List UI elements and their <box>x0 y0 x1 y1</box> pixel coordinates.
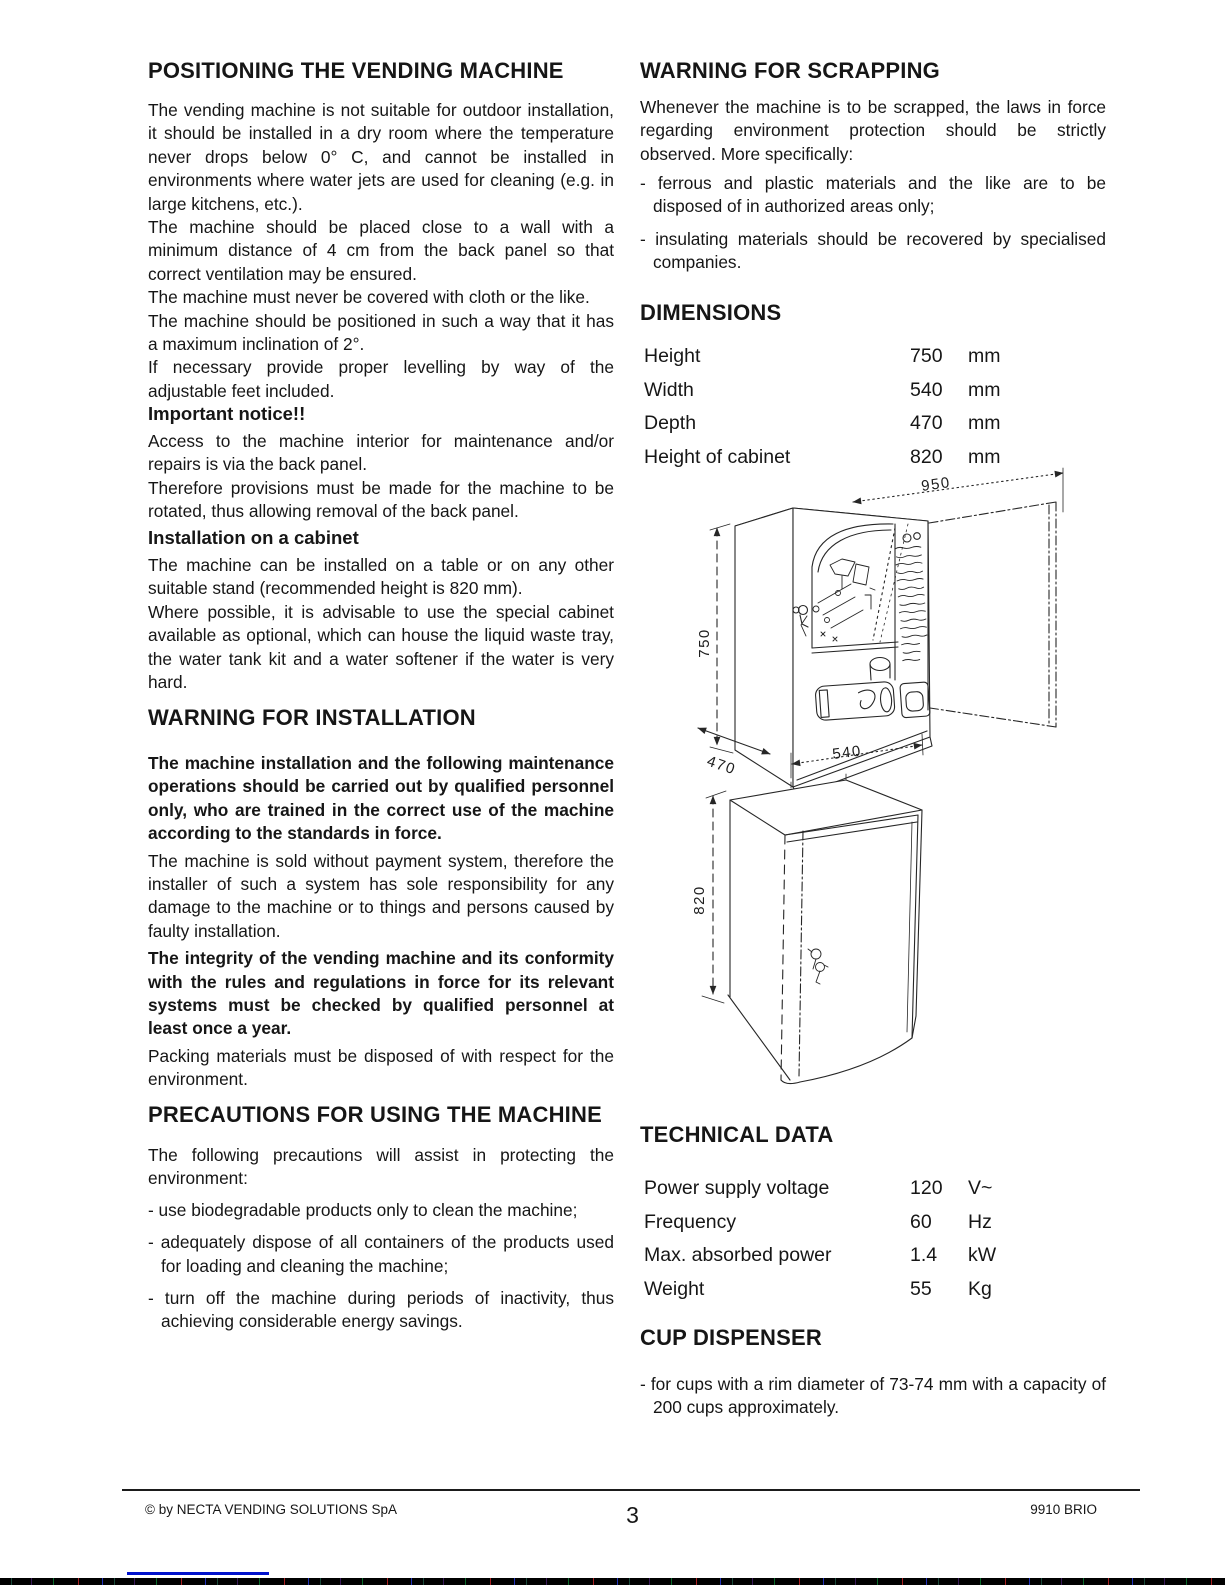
dimension-value: 470 <box>910 412 943 434</box>
footer-rule <box>122 1489 1140 1491</box>
list-item: - ferrous and plastic materials and the like are to be disposed of in authorized areas only; <box>640 173 1106 217</box>
heading-positioning: POSITIONING THE VENDING MACHINE <box>148 58 564 83</box>
dimension-value: 820 <box>910 445 943 468</box>
table-row <box>642 1244 1108 1278</box>
footer-copyright: © by NECTA VENDING SOLUTIONS SpA <box>145 1502 398 1517</box>
heading-cup-dispenser: CUP DISPENSER <box>640 1325 822 1350</box>
scan-artifact-strip <box>0 1578 1225 1585</box>
table-row <box>642 345 1108 379</box>
scrapping-intro <box>640 96 1106 166</box>
table-row <box>642 412 1108 446</box>
paragraph: Where possible, it is advisable to use the special cabinet available as optional, which can house the liquid waste tray, the water tank kit and a water softener if the water is very hard. <box>148 601 614 693</box>
blue-underline-mark <box>127 1572 269 1575</box>
precautions-paragraphs <box>148 1144 614 1334</box>
page-number: 3 <box>626 1502 639 1528</box>
paragraph: The machine can be installed on a table or on any other suitable stand (recommended height is 820 mm). <box>148 555 614 599</box>
tech-value: 120 <box>910 1177 943 1199</box>
paragraph: The machine must never be covered with cloth or the like. <box>148 287 590 308</box>
tech-label: Power supply voltage <box>644 1177 830 1199</box>
dimension-unit: mm <box>968 412 1001 434</box>
dim-label-height: 750 <box>696 628 713 658</box>
paragraph: The following precautions will assist in protecting the environment: <box>148 1145 614 1189</box>
dimension-label: Height of cabinet <box>644 445 791 468</box>
subheading-installation-cabinet: Installation on a cabinet <box>148 527 359 548</box>
table-row <box>642 1278 1108 1312</box>
paragraph: The vending machine is not suitable for outdoor installation, it should be installed in a dry room where the temperature never drops below 0° C, and cannot be installed in environments where water jets are used for cleaning (e.g. in large kitchens, etc.). <box>148 100 614 214</box>
tech-value: 55 <box>910 1277 932 1300</box>
subheading-important-notice: Important notice!! <box>148 403 306 424</box>
dim-label-depth: 470 <box>704 752 739 779</box>
paragraph: The machine should be positioned in such a way that it has a maximum inclination of 2°. <box>148 310 614 355</box>
paragraph: Whenever the machine is to be scrapped, the laws in force regarding environment protection should be strictly observed. More specifically: <box>640 97 1106 164</box>
dim-label-door-swing: 950 <box>920 474 952 495</box>
list-item: - for cups with a rim diameter of 73-74 mm with a capacity of 200 cups approximately. <box>640 1374 1106 1418</box>
tech-label: Weight <box>644 1277 705 1300</box>
bold-paragraph: The integrity of the vending machine and its conformity with the rules and regulations in force for its relevant systems must be checked by qualified personnel at least once a year. <box>148 948 614 1039</box>
paragraph: The machine is sold without payment system, therefore the installer of such a system has sole responsibility for any damage to the machine or to things and persons caused by faulty installation. <box>148 850 614 941</box>
open-door-outline <box>928 502 1056 727</box>
tech-unit: V~ <box>968 1177 993 1199</box>
cabinet-figure <box>691 780 922 1084</box>
key-lock <box>808 949 828 984</box>
table-row <box>642 1177 1108 1211</box>
heading-dimensions: DIMENSIONS <box>640 300 782 325</box>
paragraph: Packing materials must be disposed of with respect for the environment. <box>148 1045 614 1090</box>
list-item: - turn off the machine during periods of inactivity, thus achieving considerable energy savings. <box>148 1288 614 1332</box>
footer-doc-code: 9910 BRIO <box>1030 1502 1097 1517</box>
list-item: - use biodegradable products only to clean the machine; <box>148 1199 578 1220</box>
heading-warning-scrapping: WARNING FOR SCRAPPING <box>640 58 940 83</box>
paragraph: The machine should be placed close to a wall with a minimum distance of 4 cm from the back panel so that correct ventilation may be ensured. <box>148 217 614 284</box>
dimensions-table <box>642 345 1108 479</box>
paragraph: Therefore provisions must be made for the machine to be rotated, thus allowing removal of the back panel. <box>148 477 614 522</box>
dim-label-width: 540 <box>831 742 863 763</box>
dimension-label: Depth <box>644 412 697 434</box>
table-row <box>642 1211 1108 1245</box>
tech-label: Max. absorbed power <box>644 1244 832 1266</box>
dimension-unit: mm <box>968 445 1001 468</box>
tech-unit: kW <box>968 1244 997 1266</box>
technical-drawing-figure <box>640 462 1120 1110</box>
list-item: - insulating materials should be recovered by specialised companies. <box>640 228 1106 273</box>
table-row <box>642 379 1108 413</box>
tech-value: 60 <box>910 1210 932 1233</box>
heading-precautions: PRECAUTIONS FOR USING THE MACHINE <box>148 1102 602 1127</box>
paragraph: If necessary provide proper levelling by way of the adjustable feet included. <box>148 357 614 401</box>
heading-warning-installation: WARNING FOR INSTALLATION <box>148 705 476 730</box>
tech-unit: Hz <box>968 1210 992 1233</box>
technical-data-table <box>642 1177 1108 1311</box>
tech-label: Frequency <box>644 1210 737 1233</box>
dimension-value: 540 <box>910 378 943 401</box>
paragraph: Access to the machine interior for maintenance and/or repairs is via the back panel. <box>148 431 614 475</box>
scrapping-bullets <box>640 172 1106 275</box>
dimension-unit: mm <box>968 345 1001 367</box>
tech-unit: Kg <box>968 1277 992 1300</box>
list-item: - adequately dispose of all containers of the products used for loading and cleaning the machine; <box>148 1232 614 1276</box>
positioning-paragraphs <box>148 99 614 403</box>
bold-paragraph: The machine installation and the following maintenance operations should be carried out by qualified personnel only, who are trained in the correct use of the machine according to the standards in force. <box>148 753 614 844</box>
notice-paragraphs <box>148 430 614 524</box>
heading-technical-data: TECHNICAL DATA <box>640 1122 834 1147</box>
installation-paragraphs <box>148 752 614 1096</box>
cabinet-paragraphs <box>148 554 614 694</box>
tech-value: 1.4 <box>910 1244 938 1266</box>
dimension-value: 750 <box>910 345 943 367</box>
dim-label-cabinet-height: 820 <box>691 885 708 915</box>
dimension-unit: mm <box>968 378 1001 401</box>
cup-dispenser-paragraphs <box>640 1373 1106 1420</box>
dimension-label: Height <box>644 345 701 367</box>
dimension-label: Width <box>644 378 694 401</box>
